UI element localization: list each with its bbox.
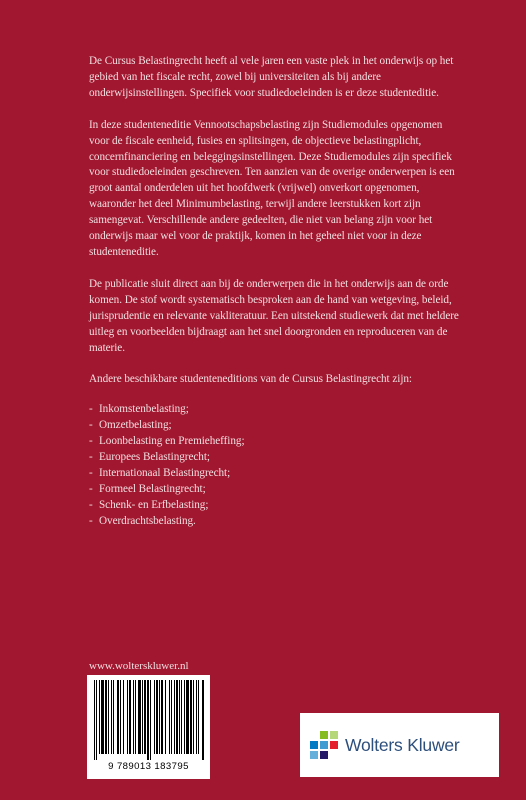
list-item: - Internationaal Belastingrecht; — [89, 466, 231, 479]
list-item: - Overdrachtsbelasting. — [89, 514, 196, 527]
isbn-digits: 9 789013 183795 — [108, 761, 189, 772]
list-item: - Omzetbelasting; — [89, 419, 172, 432]
publisher-website: www.wolterskluwer.nl — [89, 660, 189, 672]
list-item: - Schenk- en Erfbelasting; — [89, 498, 209, 511]
list-item: - Inkomstenbelasting; — [89, 403, 189, 416]
wolters-kluwer-logo-icon — [310, 731, 338, 759]
back-cover-text — [89, 54, 461, 530]
publisher-logo — [300, 713, 499, 777]
editions-list — [89, 402, 461, 529]
approach-paragraph: De publicatie sluit direct aan bij de onderwerpen die in het onderwijs aan de orde komen. De stof wordt systematisch besproken aan de hand van wetgeving, beleid, jurisprudentie en relevante vakliteratuur. Een uitstekend studiewerk dat met heldere uitleg en voorbeelden bijdraagt aan het snel doorgronden en reproduceren van de materie. — [89, 277, 459, 354]
intro-paragraph: De Cursus Belastingrecht heeft al vele jaren een vaste plek in het onderwijs op het gebied van het fiscale recht, zowel bij universiteiten als bij andere onderwijsinstellingen. Specifiek voor studiedoeleinden is er deze studenteditie. — [89, 55, 454, 99]
barcode-bars — [93, 680, 204, 760]
isbn-barcode — [87, 675, 210, 779]
publisher-name: Wolters Kluwer — [345, 734, 460, 755]
editions-intro: Andere beschikbare studenteneditions van de Cursus Belastingrecht zijn: — [89, 373, 412, 386]
list-item: - Formeel Belastingrecht; — [89, 482, 206, 495]
list-item: - Europees Belastingrecht; — [89, 451, 210, 464]
content-paragraph: In deze studenteneditie Vennootschapsbelasting zijn Studiemodules opgenomen voor de fiscale eenheid, fusies en splitsingen, de objectieve belastingplicht, concernfinanciering en beleggingsinstellingen. Deze Studiemodules zijn specifiek voor studiedoeleinden geschreven. Ten aanzien van de overige onderwerpen is een groot aantal onderdelen uit het hoofdwerk (vrijwel) onverkort opgenomen, waaronder het deel Minimumbelasting, terwijl andere leerstukken kort zijn samengevat. Verschillende andere gedeelten, die niet van belang zijn voor het onderwijs maar wel voor de praktijk, komen in het geheel niet voor in deze studenteneditie. — [89, 118, 455, 258]
list-item: - Loonbelasting en Premieheffing; — [89, 435, 245, 448]
